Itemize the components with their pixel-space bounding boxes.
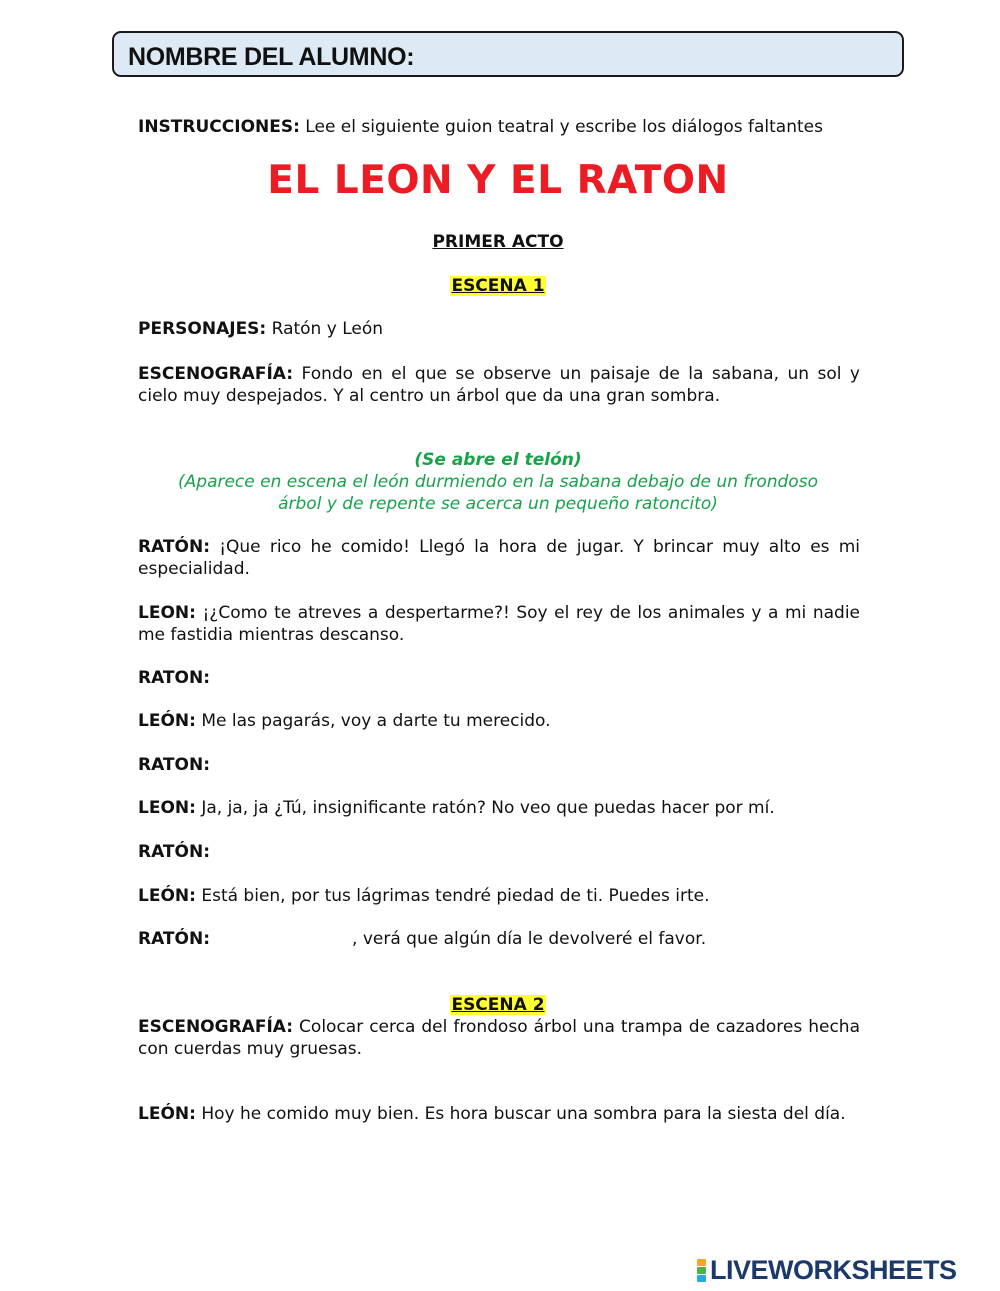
dialogue-line bbox=[138, 667, 860, 689]
dialogue-text: Ja, ja, ja ¿Tú, insignificante ratón? No veo que puedas hacer por mí. bbox=[195, 798, 775, 818]
stage-direction-title bbox=[0, 449, 996, 471]
characters-label: PERSONAJES: bbox=[138, 319, 267, 339]
stage-line1: (Aparece en escena el león durmiendo en la sabana debajo de un frondoso bbox=[178, 472, 818, 492]
dialogue-text: Me las pagarás, voy a darte tu merecido. bbox=[195, 711, 551, 731]
scene1-set-text: Fondo en el que se observe un paisaje de la sabana, un sol y cielo muy despejados. Y al centro un árbol que da una gran sombra. bbox=[138, 364, 860, 406]
dialogue-text: ¡Que rico he comido! Llegó la hora de jugar. Y brincar muy alto es mi especialidad. bbox=[138, 537, 860, 579]
instructions bbox=[138, 116, 860, 138]
dialogue-line bbox=[138, 754, 860, 776]
dialogue-line bbox=[138, 1103, 860, 1125]
stage-direction-line2 bbox=[0, 493, 996, 515]
dialogue-line bbox=[138, 885, 860, 907]
characters-line bbox=[138, 318, 860, 340]
dialogue-speaker: LEÓN: bbox=[138, 886, 196, 906]
dialogue-line bbox=[138, 710, 860, 732]
dialogue-speaker: LEON: bbox=[138, 798, 196, 818]
scene2-label: ESCENA 2 bbox=[451, 995, 545, 1015]
student-name-label: NOMBRE DEL ALUMNO: bbox=[128, 43, 415, 71]
instructions-label: INSTRUCCIONES: bbox=[138, 117, 300, 137]
characters-text: Ratón y León bbox=[266, 319, 384, 339]
dialogue-speaker: LEÓN: bbox=[138, 711, 196, 731]
dialogue-speaker: RATON: bbox=[138, 755, 211, 775]
liveworksheets-logo bbox=[697, 1255, 957, 1285]
logo-badge-square bbox=[697, 1275, 706, 1282]
stage-direction-line1 bbox=[0, 471, 996, 493]
dialogue-line bbox=[138, 602, 860, 646]
scene2-heading bbox=[0, 994, 996, 1016]
dialogue-text: , verá que algún día le devolveré el favor. bbox=[352, 929, 707, 949]
dialogue-speaker: LEÓN: bbox=[138, 1104, 196, 1124]
dialogue-line bbox=[138, 841, 860, 863]
dialogue-speaker: RATON: bbox=[138, 668, 211, 688]
dialogue-line bbox=[138, 536, 860, 580]
logo-badge-icon bbox=[697, 1259, 706, 1282]
dialogue-speaker: RATÓN: bbox=[138, 929, 211, 949]
act-label: PRIMER ACTO bbox=[432, 232, 564, 252]
act-heading bbox=[0, 231, 996, 253]
scene1-label: ESCENA 1 bbox=[451, 276, 545, 296]
scene1-heading bbox=[0, 275, 996, 297]
dialogue-text: ¡¿Como te atreves a despertarme?! Soy el rey de los animales y a mi nadie me fastidia mientras descanso. bbox=[138, 603, 860, 645]
stage-title: (Se abre el telón) bbox=[414, 450, 582, 470]
student-name-box[interactable] bbox=[112, 31, 904, 77]
scene2-set-line bbox=[138, 1016, 860, 1060]
instructions-text: Lee el siguiente guion teatral y escribe los diálogos faltantes bbox=[299, 117, 823, 137]
scene1-set-line bbox=[138, 363, 860, 407]
scene1-set-label: ESCENOGRAFÍA: bbox=[138, 364, 294, 384]
logo-badge-square bbox=[697, 1259, 706, 1266]
dialogue-line bbox=[138, 928, 860, 950]
stage-line2: árbol y de repente se acerca un pequeño ratoncito) bbox=[278, 494, 718, 514]
dialogue-text: Está bien, por tus lágrimas tendré piedad de ti. Puedes irte. bbox=[195, 886, 710, 906]
dialogue-text: Hoy he comido muy bien. Es hora buscar una sombra para la siesta del día. bbox=[195, 1104, 846, 1124]
scene2-set-label: ESCENOGRAFÍA: bbox=[138, 1017, 294, 1037]
page-title: EL LEON Y EL RATON bbox=[267, 158, 729, 203]
dialogue-speaker: RATÓN: bbox=[138, 842, 211, 862]
dialogue-speaker: RATÓN: bbox=[138, 537, 211, 557]
scene2-set-text: Colocar cerca del frondoso árbol una trampa de cazadores hecha con cuerdas muy gruesas. bbox=[138, 1017, 860, 1059]
logo-badge-square bbox=[697, 1267, 706, 1274]
dialogue-line bbox=[138, 797, 860, 819]
logo-text: LIVEWORKSHEETS bbox=[710, 1254, 957, 1285]
dialogue-speaker: LEON: bbox=[138, 603, 196, 623]
